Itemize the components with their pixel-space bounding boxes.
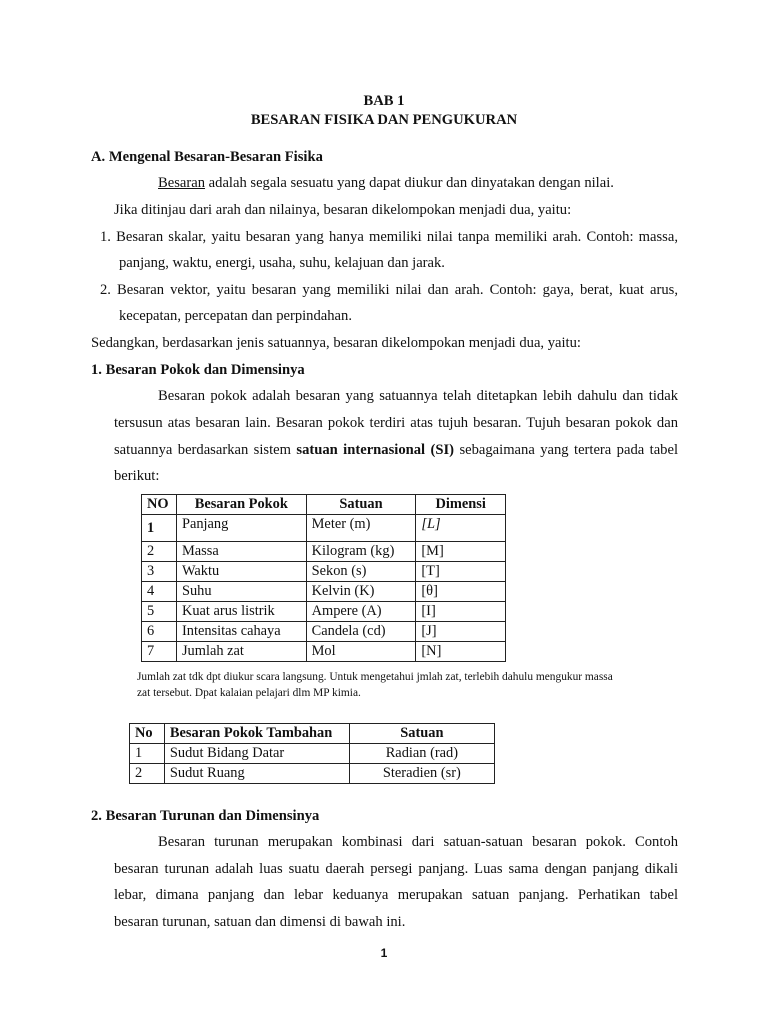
table-header-cell: No [130, 724, 165, 744]
table-row [142, 562, 506, 582]
table-cell: 1 [130, 744, 165, 764]
vector-item-line2: kecepatan, percepatan dan perpindahan. [119, 308, 352, 324]
table-cell: 1 [142, 515, 177, 542]
table-cell: Steradien (sr) [349, 764, 494, 784]
table-header-cell: Dimensi [416, 495, 506, 515]
table-header-row [142, 495, 506, 515]
table-cell: Suhu [176, 582, 306, 602]
vector-item-line1: 2. Besaran vektor, yaitu besaran yang memiliki nilai dan arah. Contoh: gaya, berat, kuat arus, [100, 282, 678, 298]
definition-paragraph [158, 174, 614, 192]
table-cell: Sudut Ruang [164, 764, 349, 784]
table-cell: 2 [130, 764, 165, 784]
chapter-title: BESARAN FISIKA DAN PENGUKURAN [250, 112, 518, 128]
table-cell: [M] [416, 542, 506, 562]
derived-quantity-paragraph-line2: besaran turunan adalah luas suatu daerah persegi panjang. Luas sama dengan panjang dikali [114, 861, 678, 877]
derived-quantity-paragraph-line4: besaran turunan, satuan dan dimensi di bawah ini. [114, 914, 406, 930]
table-cell: 3 [142, 562, 177, 582]
table-cell: [N] [416, 642, 506, 662]
table-footnote-line2: zat tersebut. Dpat kalaian pelajari dlm MP kimia. [137, 687, 361, 699]
table-cell: Kilogram (kg) [306, 542, 416, 562]
page-number: 1 [380, 946, 388, 960]
table-cell: 5 [142, 602, 177, 622]
base-quantity-paragraph-line4: berikut: [114, 468, 160, 484]
table-cell: Intensitas cahaya [176, 622, 306, 642]
table-cell: 2 [142, 542, 177, 562]
table-row [130, 764, 495, 784]
table-cell: Ampere (A) [306, 602, 416, 622]
table-cell: [T] [416, 562, 506, 582]
table-cell: Kelvin (K) [306, 582, 416, 602]
chapter-number: BAB 1 [363, 93, 405, 109]
section-2-heading: 2. Besaran Turunan dan Dimensinya [91, 808, 320, 824]
table-cell: [I] [416, 602, 506, 622]
units-grouping-intro: Sedangkan, berdasarkan jenis satuannya, besaran dikelompokan menjadi dua, yaitu: [91, 335, 581, 351]
table-header-cell: Satuan [349, 724, 494, 744]
table-cell: Panjang [176, 515, 306, 542]
table-row [130, 744, 495, 764]
table-cell: Radian (rad) [349, 744, 494, 764]
table-header-cell: NO [142, 495, 177, 515]
table-cell: [J] [416, 622, 506, 642]
base-quantity-paragraph-line3 [114, 441, 678, 459]
table-row [142, 582, 506, 602]
table-row [142, 515, 506, 542]
table-cell: Kuat arus listrik [176, 602, 306, 622]
definition-text: adalah segala sesuatu yang dapat diukur dan dinyatakan dengan nilai. [205, 175, 614, 191]
table-row [142, 542, 506, 562]
section-a-heading: A. Mengenal Besaran-Besaran Fisika [91, 149, 323, 165]
table-row [142, 642, 506, 662]
line3-pre: satuannya berdasarkan sistem [114, 442, 297, 458]
base-quantity-paragraph-line1: Besaran pokok adalah besaran yang satuannya telah ditetapkan lebih dahulu dan tidak [158, 388, 678, 404]
line3-post: sebagaimana yang tertera pada tabel [454, 442, 679, 458]
table-header-cell: Satuan [306, 495, 416, 515]
base-quantities-table [141, 494, 506, 662]
si-term: satuan internasional (SI) [296, 442, 455, 458]
table-header-row [130, 724, 495, 744]
table-cell: 6 [142, 622, 177, 642]
table-cell: Waktu [176, 562, 306, 582]
table-cell: Sudut Bidang Datar [164, 744, 349, 764]
section-1-heading: 1. Besaran Pokok dan Dimensinya [91, 362, 305, 378]
base-quantity-paragraph-line2: tersusun atas besaran lain. Besaran pokok terdiri atas tujuh besaran. Tujuh besaran pokok dan [114, 415, 678, 431]
table-cell: Jumlah zat [176, 642, 306, 662]
table-cell: Sekon (s) [306, 562, 416, 582]
scalar-item-line2: panjang, waktu, energi, usaha, suhu, kelajuan dan jarak. [119, 255, 445, 271]
table-cell: Candela (cd) [306, 622, 416, 642]
derived-quantity-paragraph-line3: lebar, dimana panjang dan lebar keduanya merupakan satuan panjang. Perhatikan tabel [114, 887, 678, 903]
table-cell: Massa [176, 542, 306, 562]
table-cell: [L] [416, 515, 506, 542]
besaran-term: Besaran [158, 175, 206, 191]
scalar-item-line1: 1. Besaran skalar, yaitu besaran yang hanya memiliki nilai tanpa memiliki arah. Contoh: massa, [100, 229, 678, 245]
table-cell: Meter (m) [306, 515, 416, 542]
table-cell: 7 [142, 642, 177, 662]
grouping-intro: Jika ditinjau dari arah dan nilainya, besaran dikelompokan menjadi dua, yaitu: [114, 202, 572, 218]
table-cell: Mol [306, 642, 416, 662]
table-header-cell: Besaran Pokok Tambahan [164, 724, 349, 744]
table-row [142, 602, 506, 622]
table-footnote-line1: Jumlah zat tdk dpt diukur scara langsung. Untuk mengetahui jmlah zat, terlebih dahulu mengukur massa [137, 671, 613, 683]
table-cell: [θ] [416, 582, 506, 602]
table-row [142, 622, 506, 642]
derived-quantity-paragraph-line1: Besaran turunan merupakan kombinasi dari satuan-satuan besaran pokok. Contoh [158, 834, 678, 850]
table-header-cell: Besaran Pokok [176, 495, 306, 515]
supplementary-quantities-table [129, 723, 495, 784]
table-cell: 4 [142, 582, 177, 602]
